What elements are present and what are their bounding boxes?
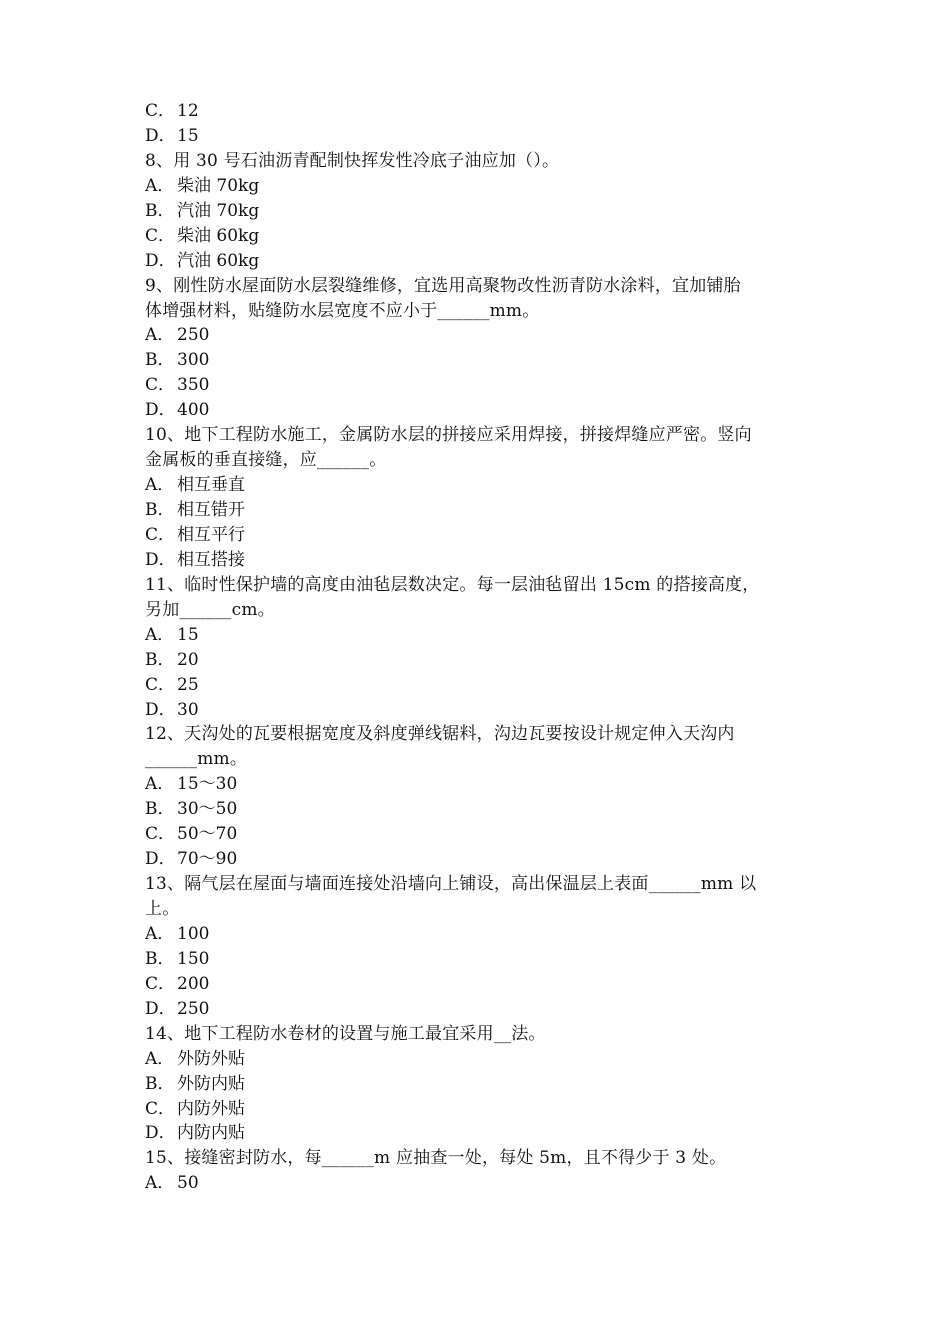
option-letter: C． (145, 1098, 176, 1119)
question-text: 11、临时性保护墙的高度由油毡层数决定。每一层油毡留出 15cm 的搭接高度， (145, 574, 760, 595)
option-text: 15～30 (177, 774, 238, 795)
question-text: 13、隔气层在屋面与墙面连接处沿墙向上铺设，高出保温层上表面______mm 以 (145, 874, 757, 895)
option-letter: C． (145, 824, 176, 845)
answer-option (145, 348, 825, 373)
option-text: 柴油 70kg (177, 175, 260, 196)
option-text: 50～70 (177, 824, 238, 845)
answer-option (145, 822, 825, 847)
option-text: 25 (177, 674, 199, 695)
option-text: 300 (177, 350, 210, 371)
answer-option (145, 997, 825, 1022)
question-text: 另加______cm。 (145, 599, 275, 620)
answer-option (145, 523, 825, 548)
answer-option (145, 847, 825, 872)
option-text: 350 (177, 375, 210, 396)
answer-option (145, 124, 825, 149)
option-letter: A． (145, 624, 175, 645)
option-text: 柴油 60kg (177, 225, 260, 246)
question-text: 15、接缝密封防水，每______m 应抽查一处，每处 5m，且不得少于 3 处。 (145, 1148, 727, 1169)
answer-option (145, 398, 825, 423)
document-page (145, 99, 825, 1196)
option-letter: C． (145, 674, 176, 695)
option-letter: D． (145, 125, 176, 146)
option-text: 12 (177, 101, 199, 121)
option-text: 250 (177, 998, 210, 1019)
option-text: 内防外贴 (177, 1098, 245, 1119)
option-letter: B． (145, 500, 175, 520)
option-letter: B． (145, 1073, 175, 1094)
answer-option (145, 249, 825, 274)
option-letter: A． (145, 774, 175, 795)
option-letter: A． (145, 1048, 175, 1069)
answer-option (145, 797, 825, 822)
option-text: 汽油 60kg (177, 250, 260, 271)
option-letter: D． (145, 998, 176, 1019)
option-text: 15 (177, 624, 199, 645)
answer-option (145, 548, 825, 573)
answer-option (145, 323, 825, 348)
option-text: 相互错开 (177, 500, 245, 520)
option-letter: A． (145, 923, 175, 944)
answer-option (145, 1097, 825, 1122)
answer-option (145, 373, 825, 398)
option-letter: A． (145, 475, 175, 496)
answer-option (145, 199, 825, 224)
option-letter: D． (145, 699, 176, 720)
question-text: 上。 (145, 899, 180, 919)
question-text: 8、用 30 号石油沥青配制快挥发性冷底子油应加（）。 (145, 150, 560, 171)
option-letter: B． (145, 200, 175, 221)
option-text: 外防外贴 (177, 1048, 245, 1069)
answer-option (145, 972, 825, 997)
option-text: 30～50 (177, 799, 238, 820)
option-text: 250 (177, 325, 210, 346)
option-letter: B． (145, 649, 175, 670)
option-letter: C． (145, 225, 176, 246)
option-text: 相互搭接 (177, 549, 245, 570)
option-text: 内防内贴 (177, 1123, 245, 1144)
option-letter: D． (145, 1123, 176, 1144)
option-text: 100 (177, 923, 210, 944)
answer-option (145, 922, 825, 947)
question-text: 12、天沟处的瓦要根据宽度及斜度弹线锯料，沟边瓦要按设计规定伸入天沟内 (145, 724, 735, 745)
option-letter: D． (145, 549, 176, 570)
question-text: 9、刚性防水屋面防水层裂缝维修，宜选用高聚物改性沥青防水涂料，宜加铺胎 (145, 275, 741, 296)
option-text: 外防内贴 (177, 1073, 245, 1094)
option-text: 400 (177, 400, 210, 421)
option-letter: B． (145, 350, 175, 371)
answer-option (145, 473, 825, 498)
question-text: 体增强材料，贴缝防水层宽度不应小于______mm。 (145, 300, 540, 321)
answer-option (145, 1047, 825, 1072)
answer-option (145, 673, 825, 698)
option-letter: A． (145, 1173, 175, 1194)
option-letter: C． (145, 524, 176, 545)
answer-option (145, 174, 825, 199)
answer-option (145, 648, 825, 673)
option-letter: B． (145, 799, 175, 820)
option-text: 相互平行 (177, 524, 245, 545)
option-letter: C． (145, 973, 176, 994)
answer-option (145, 772, 825, 797)
option-letter: C． (145, 375, 176, 396)
option-letter: D． (145, 250, 176, 271)
option-letter: D． (145, 849, 176, 870)
answer-option (145, 1171, 825, 1196)
answer-option (145, 224, 825, 249)
option-text: 50 (177, 1173, 199, 1194)
answer-option (145, 1072, 825, 1097)
question-text: 金属板的垂直接缝，应______。 (145, 450, 387, 471)
option-letter: C． (145, 101, 176, 121)
question-text: 14、地下工程防水卷材的设置与施工最宜采用__法。 (145, 1023, 546, 1044)
option-letter: A． (145, 325, 175, 346)
option-text: 150 (177, 948, 210, 969)
option-text: 70～90 (177, 849, 238, 870)
option-text: 相互垂直 (177, 475, 245, 496)
answer-option (145, 1121, 825, 1146)
answer-option (145, 698, 825, 723)
answer-option (145, 947, 825, 972)
answer-option (145, 99, 825, 124)
option-letter: D． (145, 400, 176, 421)
question-text: 10、地下工程防水施工，金属防水层的拼接应采用焊接，拼接焊缝应严密。竖向 (145, 425, 752, 446)
option-letter: B． (145, 948, 175, 969)
question-text: ______mm。 (145, 749, 248, 770)
answer-option (145, 623, 825, 648)
option-text: 200 (177, 973, 210, 994)
option-letter: A． (145, 175, 175, 196)
option-text: 20 (177, 649, 199, 670)
option-text: 汽油 70kg (177, 200, 260, 221)
answer-option (145, 498, 825, 523)
option-text: 30 (177, 699, 199, 720)
option-text: 15 (177, 125, 199, 146)
